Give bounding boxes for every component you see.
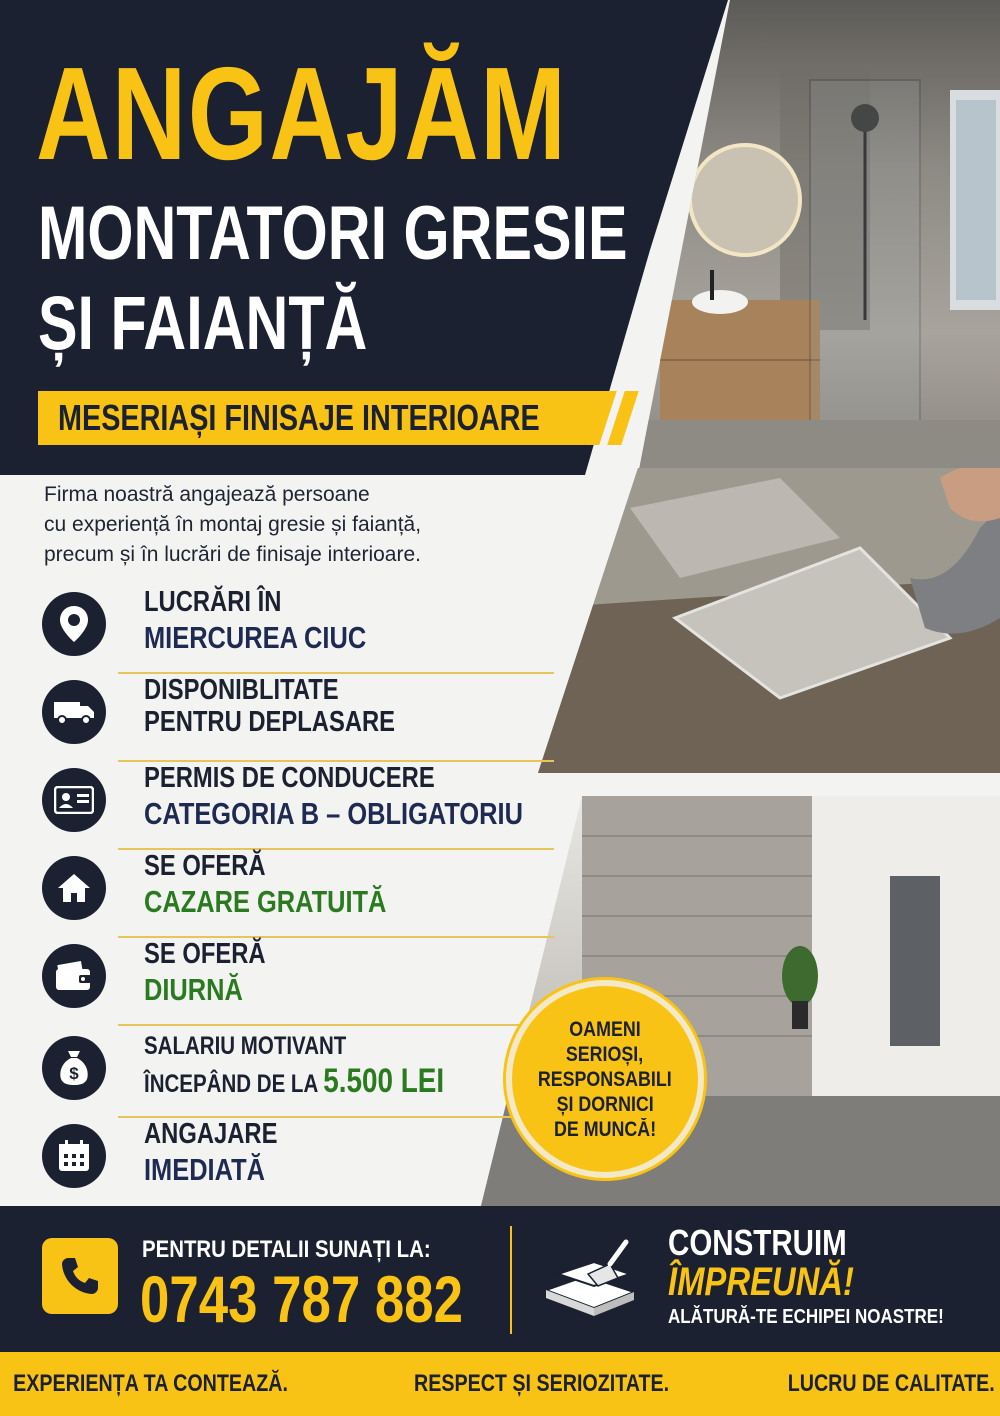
salary-prefix: ÎNCEPÂND DE LA xyxy=(144,1070,324,1098)
feature-line-2: MIERCUREA CIUC xyxy=(144,620,367,655)
badge-line: ȘI DORNICI xyxy=(556,1092,654,1116)
trowel-tile-icon xyxy=(538,1234,648,1329)
feature-immediate-hire xyxy=(42,1118,562,1212)
slogan-line-1: CONSTRUIM xyxy=(668,1222,847,1263)
svg-text:$: $ xyxy=(69,1064,79,1083)
feature-line-2: CAZARE GRATUITĂ xyxy=(144,884,387,919)
badge-line: DE MUNCĂ! xyxy=(553,1117,657,1141)
feature-line-2: PENTRU DEPLASARE xyxy=(144,706,396,738)
feature-line-2: CATEGORIA B – OBLIGATORIU xyxy=(144,796,523,831)
feature-line-1: SE OFERĂ xyxy=(144,850,266,882)
serious-people-badge xyxy=(506,980,704,1178)
feature-salary xyxy=(42,1032,562,1124)
feature-line-1: SE OFERĂ xyxy=(144,938,266,970)
footer-divider xyxy=(510,1226,512,1334)
intro-paragraph xyxy=(44,480,564,570)
ribbon-text: MESERIAȘI FINISAJE INTERIOARE xyxy=(58,397,540,438)
headline-line-2: ȘI FAIANȚĂ xyxy=(38,281,368,366)
feature-line-1: LUCRĂRI ÎN xyxy=(144,586,282,618)
feature-license xyxy=(42,762,562,856)
house-icon xyxy=(42,856,106,920)
intro-line: Firma noastră angajează persoane xyxy=(44,483,370,506)
salary-amount: 5.500 LEI xyxy=(323,1062,445,1100)
call-label: PENTRU DETALII SUNAȚI LA: xyxy=(142,1236,431,1263)
feature-line-1: SALARIU MOTIVANT xyxy=(144,1032,347,1060)
headline-main: ANGAJĂM xyxy=(36,40,568,187)
value-item: EXPERIENȚA TA CONTEAZĂ. xyxy=(12,1370,288,1397)
location-pin-icon xyxy=(42,592,106,656)
feature-line-1: DISPONIBLITATE xyxy=(144,674,339,706)
value-item: LUCRU DE CALITATE. xyxy=(787,1370,995,1397)
feature-travel xyxy=(42,674,562,768)
headline-line-1: MONTATORI GRESIE xyxy=(38,191,628,276)
intro-line: cu experiență în montaj gresie și faianță, xyxy=(44,513,422,536)
slogan-line-3: ALĂTURĂ-TE ECHIPEI NOASTRE! xyxy=(668,1306,944,1328)
feature-line-2 xyxy=(144,1062,444,1101)
slogan-line-2: ÎMPREUNĂ! xyxy=(668,1260,854,1304)
values-bar xyxy=(0,1352,1000,1416)
badge-line: OAMENI xyxy=(569,1017,641,1041)
phone-icon[interactable] xyxy=(42,1238,118,1314)
badge-line: RESPONSABILI xyxy=(538,1067,672,1091)
contact-footer xyxy=(0,1206,1000,1352)
van-icon xyxy=(42,680,106,744)
badge-line: SERIOȘI, xyxy=(566,1042,644,1066)
id-card-icon xyxy=(42,768,106,832)
value-item: RESPECT ȘI SERIOZITATE. xyxy=(413,1370,669,1397)
feature-line-1: ANGAJARE xyxy=(144,1118,278,1150)
feature-line-2: IMEDIATĂ xyxy=(144,1152,265,1187)
feature-line-1: PERMIS DE CONDUCERE xyxy=(144,762,435,794)
intro-line: precum și în lucrări de finisaje interioare. xyxy=(44,543,421,566)
feature-line-2: DIURNĂ xyxy=(144,972,243,1007)
wallet-icon xyxy=(42,944,106,1008)
phone-number[interactable]: 0743 787 882 xyxy=(140,1262,463,1336)
feature-per-diem xyxy=(42,938,562,1032)
feature-location xyxy=(42,586,562,680)
feature-accommodation xyxy=(42,850,562,944)
calendar-icon xyxy=(42,1124,106,1188)
money-bag-icon xyxy=(42,1036,106,1100)
divider-line xyxy=(118,1024,554,1026)
